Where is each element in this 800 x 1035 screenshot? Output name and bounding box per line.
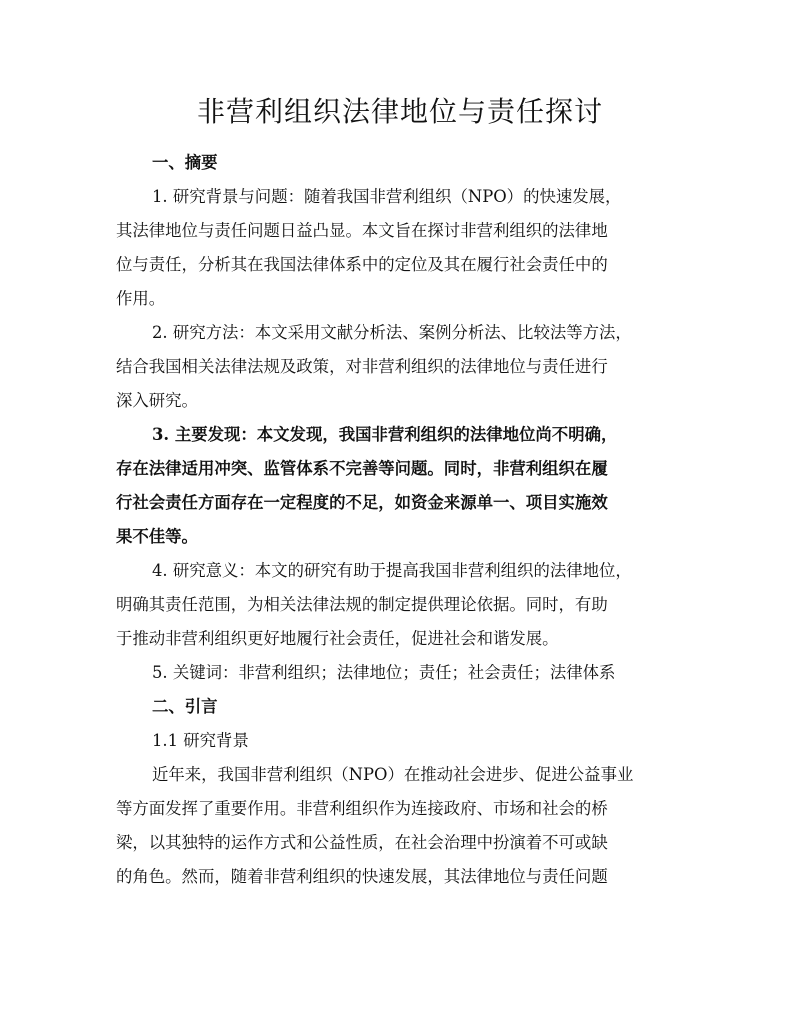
paragraph-line: 等方面发挥了重要作用。非营利组织作为连接政府、市场和社会的桥 bbox=[116, 799, 608, 818]
paragraph-line: 梁，以其独特的运作方式和公益性质，在社会治理中扮演着不可或缺 bbox=[116, 833, 608, 852]
paragraph-methods bbox=[116, 316, 694, 418]
paragraph-line: 近年来，我国非营利组织（NPO）在推动社会进步、促进公益事业 bbox=[152, 765, 634, 784]
abstract-heading: 一、摘要 bbox=[152, 153, 218, 172]
paragraph-line: 存在法律适用冲突、监管体系不完善等问题。同时，非营利组织在履 bbox=[116, 459, 608, 478]
paragraph-line: 3. 主要发现：本文发现，我国非营利组织的法律地位尚不明确， bbox=[152, 425, 618, 444]
paragraph-line: 深入研究。 bbox=[116, 391, 198, 410]
paragraph-findings bbox=[116, 418, 694, 554]
intro-heading: 二、引言 bbox=[152, 697, 218, 716]
paragraph-line: 作用。 bbox=[116, 289, 166, 308]
paragraph-line: 4. 研究意义：本文的研究有助于提高我国非营利组织的法律地位， bbox=[152, 561, 632, 580]
paragraph-line: 结合我国相关法律法规及政策，对非营利组织的法律地位与责任进行 bbox=[116, 357, 608, 376]
paragraph-line: 的角色。然而，随着非营利组织的快速发展，其法律地位与责任问题 bbox=[116, 867, 608, 886]
paragraph-significance bbox=[116, 554, 694, 656]
paragraph-keywords: 5. 关键词：非营利组织；法律地位；责任；社会责任；法律体系 bbox=[152, 663, 616, 682]
subsection-heading: 1.1 研究背景 bbox=[152, 731, 249, 750]
paragraph-line: 2. 研究方法：本文采用文献分析法、案例分析法、比较法等方法， bbox=[152, 323, 632, 342]
paragraph-line: 1. 研究背景与问题：随着我国非营利组织（NPO）的快速发展， bbox=[152, 187, 622, 206]
document-title: 非营利组织法律地位与责任探讨 bbox=[196, 95, 603, 128]
paragraph-line: 果不佳等。 bbox=[116, 527, 198, 546]
document-body bbox=[116, 146, 694, 894]
paragraph-intro bbox=[116, 758, 694, 894]
paragraph-line: 明确其责任范围，为相关法律法规的制定提供理论依据。同时，有助 bbox=[116, 595, 608, 614]
paragraph-line: 位与责任，分析其在我国法律体系中的定位及其在履行社会责任中的 bbox=[116, 255, 608, 274]
paragraph-line: 其法律地位与责任问题日益凸显。本文旨在探讨非营利组织的法律地 bbox=[116, 221, 608, 240]
paragraph-background bbox=[116, 180, 694, 316]
paragraph-line: 行社会责任方面存在一定程度的不足，如资金来源单一、项目实施效 bbox=[116, 493, 608, 512]
paragraph-line: 于推动非营利组织更好地履行社会责任，促进社会和谐发展。 bbox=[116, 629, 559, 648]
